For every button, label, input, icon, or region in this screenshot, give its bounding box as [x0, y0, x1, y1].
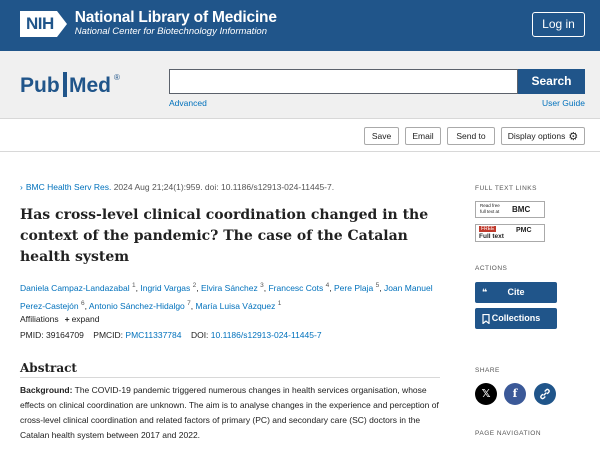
full-text-links-heading: FULL TEXT LINKS	[475, 185, 537, 192]
pmcid-link[interactable]: PMC11337784	[125, 330, 182, 340]
article-title: Has cross-level clinical coordination changed in the context of the pandemic? The case of the Catalan health system	[20, 207, 429, 265]
display-options-label: Display options	[507, 131, 566, 141]
author-affiliation-number[interactable]: 6	[80, 299, 85, 307]
nih-logo[interactable]	[20, 11, 277, 37]
author-affiliation-number[interactable]: 3	[260, 282, 264, 289]
author-separator: ,	[329, 282, 334, 293]
logo-bar	[63, 72, 67, 97]
author-link[interactable]: Elvira Sánchez	[201, 282, 258, 293]
org-subtitle: National Center for Biotechnology Information	[74, 26, 267, 37]
doi-label: DOI:	[190, 330, 209, 340]
logo-registered: ®	[114, 73, 120, 82]
author-affiliation-number[interactable]: 1	[132, 282, 136, 289]
author-link[interactable]: Ingrid Vargas	[140, 282, 191, 293]
collections-label: Collections	[491, 313, 541, 323]
nih-badge	[20, 11, 67, 37]
nih-banner	[0, 0, 600, 51]
user-guide-link[interactable]: User Guide	[542, 98, 585, 108]
display-options-button[interactable]	[501, 127, 585, 145]
plus-icon[interactable]: +	[64, 314, 70, 324]
authors-list	[20, 278, 440, 314]
author-separator: ,	[135, 282, 141, 293]
journal-link[interactable]: BMC Health Serv Res.	[25, 182, 112, 192]
author-separator: ,	[84, 300, 89, 311]
pubmed-logo[interactable]	[20, 66, 130, 100]
author-affiliation-number[interactable]: 2	[192, 282, 197, 289]
pmid-value: 39164709	[46, 330, 84, 340]
expand-affiliations-button[interactable]: expand	[71, 314, 100, 324]
abstract-background-label: Background:	[20, 385, 73, 395]
author-separator: ,	[379, 282, 384, 293]
author-link[interactable]: Francesc Cots	[268, 282, 324, 293]
article-toolbar	[0, 120, 600, 152]
bmc-link-text: Read free full text at	[480, 203, 500, 214]
org-title: National Library of Medicine	[74, 9, 277, 26]
logo-pub-text: Pub	[20, 74, 60, 97]
search-input[interactable]	[169, 69, 518, 94]
affiliations-row	[20, 314, 99, 324]
pmc-full-text-label: Full text	[479, 233, 504, 240]
pmc-free-badge: FREE	[481, 226, 495, 232]
doi-link[interactable]: 10.1186/s12913-024-11445-7	[210, 330, 322, 340]
actions-heading: ACTIONS	[475, 265, 508, 272]
search-area	[0, 51, 600, 119]
abstract-background-text: The COVID-19 pandemic triggered numerous changes in health services organisation, whose effects on clinical coordination are unknown. The aim is to analyse changes in the experience and perception of cross-level clinical coordination and related factors of primary (PC) and secondary care (SC) doctors in the Catalan health system between 2017 and 2022.	[20, 385, 439, 440]
abstract-divider	[20, 377, 440, 378]
send-to-button[interactable]: Send to	[447, 127, 495, 145]
bmc-brand: BMC	[512, 205, 531, 214]
citation-details: 2024 Aug 21;24(1):959. doi: 10.1186/s12913-024-11445-7.	[111, 182, 335, 192]
author-link[interactable]: Pere Plaja	[334, 282, 374, 293]
author-link[interactable]: Daniela Campaz-Landazabal	[20, 282, 130, 293]
author-affiliation-number[interactable]: 1	[277, 299, 282, 307]
x-share-icon[interactable]: 𝕏	[475, 383, 497, 405]
nih-badge-arrow-icon	[57, 11, 67, 37]
nih-badge-text: NIH	[20, 11, 57, 37]
bmc-full-text-link[interactable]	[475, 201, 545, 218]
gear-icon: ⚙	[568, 131, 579, 143]
login-button[interactable]: Log in	[532, 12, 585, 37]
citation-line	[20, 182, 334, 192]
cite-label: Cite	[507, 287, 525, 297]
author-link[interactable]: María Luisa Vázquez	[195, 300, 276, 311]
search-button[interactable]: Search	[518, 69, 585, 94]
pmcid-label: PMCID:	[93, 330, 124, 340]
author-separator: ,	[190, 300, 196, 311]
identifiers-row	[20, 330, 322, 340]
share-heading: SHARE	[475, 367, 500, 374]
save-button[interactable]: Save	[364, 127, 399, 145]
email-button[interactable]: Email	[405, 127, 441, 145]
logo-med-text: Med	[69, 74, 111, 97]
author-link[interactable]: Joan Manuel Perez-Castejón	[20, 282, 433, 311]
author-link[interactable]: Antonio Sánchez-Hidalgo	[88, 300, 185, 311]
author-affiliation-number[interactable]: 7	[187, 299, 191, 307]
pmc-brand: PMC	[516, 227, 532, 234]
author-affiliation-number[interactable]: 5	[375, 282, 380, 289]
abstract-background	[20, 383, 440, 443]
author-separator: ,	[263, 282, 269, 293]
quote-icon: ❝	[482, 287, 488, 297]
affiliations-label: Affiliations	[20, 314, 59, 324]
chevron-right-icon[interactable]: ›	[20, 182, 23, 192]
author-affiliation-number[interactable]: 4	[325, 282, 330, 289]
cite-button[interactable]	[475, 282, 557, 303]
author-separator: ,	[196, 282, 202, 293]
facebook-share-icon[interactable]: f	[504, 383, 526, 405]
link-share-icon[interactable]	[534, 383, 556, 405]
page-navigation-heading: PAGE NAVIGATION	[475, 430, 542, 437]
pmid-label: PMID:	[20, 330, 44, 340]
abstract-heading: Abstract	[20, 361, 77, 375]
collections-button[interactable]	[475, 308, 557, 329]
advanced-search-link[interactable]: Advanced	[169, 98, 207, 108]
pmc-full-text-link[interactable]	[475, 224, 545, 242]
